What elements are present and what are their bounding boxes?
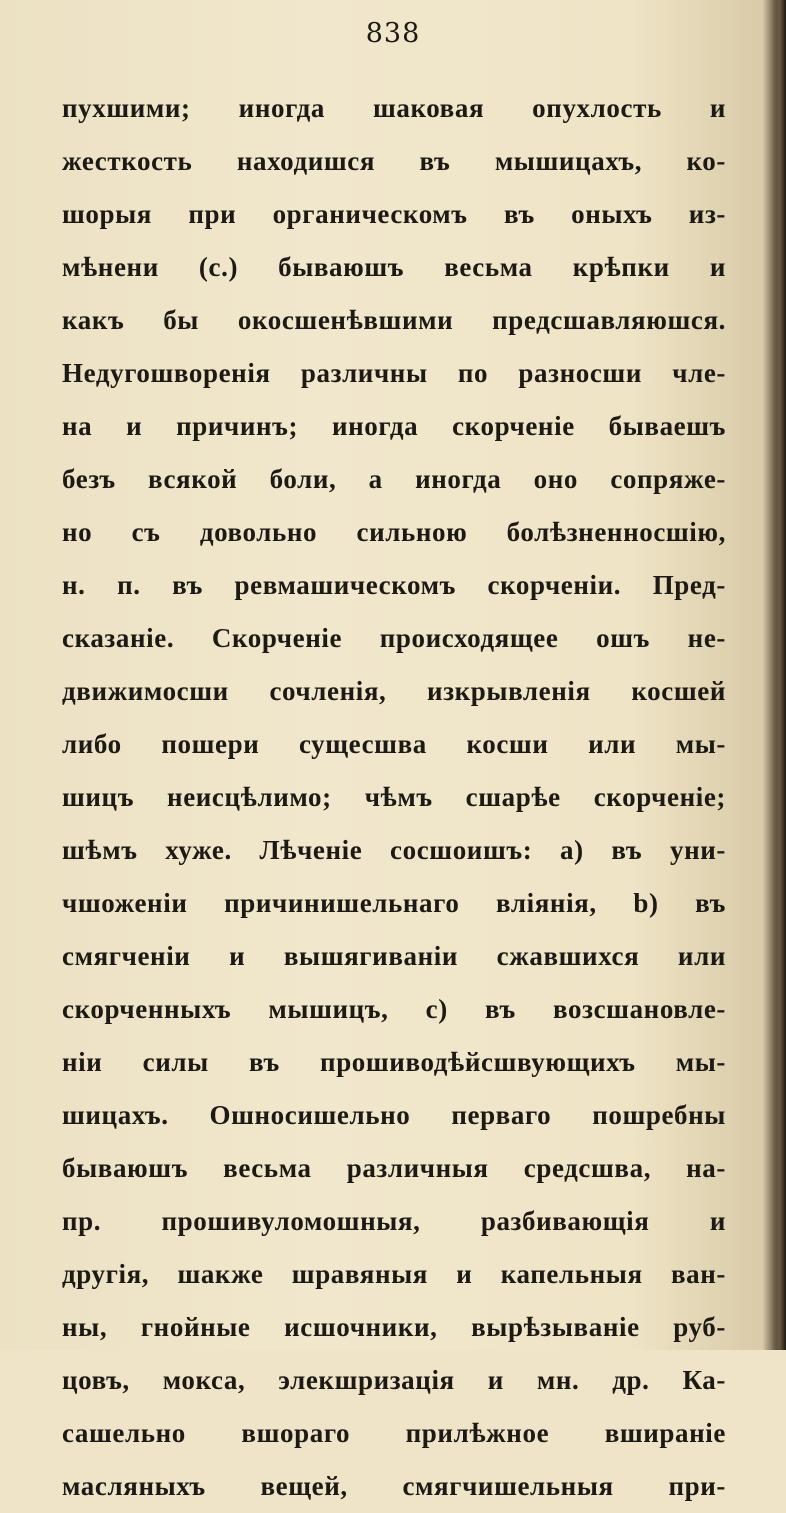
- text-line: жесткость находишся въ мышицахъ, ко-: [62, 146, 726, 176]
- page-edge-shadow: [772, 0, 786, 1350]
- text-line: чшоженіи причинишельнаго вліянія, b) въ: [62, 888, 726, 918]
- text-line: движимосши сочленія, изкрывленія косшей: [62, 676, 726, 706]
- text-line: сашельно вшораго прилѣжное вшираніе: [62, 1418, 726, 1448]
- text-line: какъ бы окосшенѣвшими предсшавляюшся.: [62, 305, 726, 335]
- text-line: пухшими; иногда шаковая опухлость и: [62, 93, 726, 123]
- text-line: шицахъ. Ошносишельно перваго пошребны: [62, 1100, 726, 1130]
- text-line: другія, шакже шравяныя и капельныя ван-: [62, 1259, 726, 1289]
- text-line: цовъ, мокса, элекшризація и мн. др. Ка-: [62, 1365, 726, 1395]
- text-line: ны, гнойные исшочники, вырѣзываніе руб-: [62, 1312, 726, 1342]
- text-line: шицъ неисцѣлимо; чѣмъ сшарѣе скорченіе;: [62, 782, 726, 812]
- text-line: пр. прошивуломошныя, разбивающія и: [62, 1206, 726, 1236]
- text-line: н. п. въ ревмашическомъ скорченіи. Пред-: [62, 570, 726, 600]
- body-text: [62, 82, 726, 1513]
- text-line: безъ всякой боли, а иногда оно сопряже-: [62, 464, 726, 494]
- text-line: масляныхъ вещей, смягчишельныя при-: [62, 1471, 726, 1501]
- text-line: Недугошворенія различны по разносши чле-: [62, 358, 726, 388]
- text-line: либо пошери сущесшва косши или мы-: [62, 729, 726, 759]
- text-line: смягченіи и вышягиваніи сжавшихся или: [62, 941, 726, 971]
- text-line: ніи силы въ прошиводѣйсшвующихъ мы-: [62, 1047, 726, 1077]
- text-line: шѣмъ хуже. Лѣченіе сосшоишъ: а) въ уни-: [62, 835, 726, 865]
- text-line: сказаніе. Скорченіе происходящее ошъ не-: [62, 623, 726, 653]
- page-number: 838: [365, 18, 421, 49]
- text-line: мѣнени (с.) бываюшъ весьма крѣпки и: [62, 252, 726, 282]
- text-line: бываюшъ весьма различныя средсшва, на-: [62, 1153, 726, 1183]
- text-line: на и причинъ; иногда скорченіе бываешъ: [62, 411, 726, 441]
- text-line: скорченныхъ мышицъ, с) въ возсшановле-: [62, 994, 726, 1024]
- text-line: шорыя при органическомъ въ оныхъ из-: [62, 199, 726, 229]
- text-line: но съ довольно сильною болѣзненносшію,: [62, 517, 726, 547]
